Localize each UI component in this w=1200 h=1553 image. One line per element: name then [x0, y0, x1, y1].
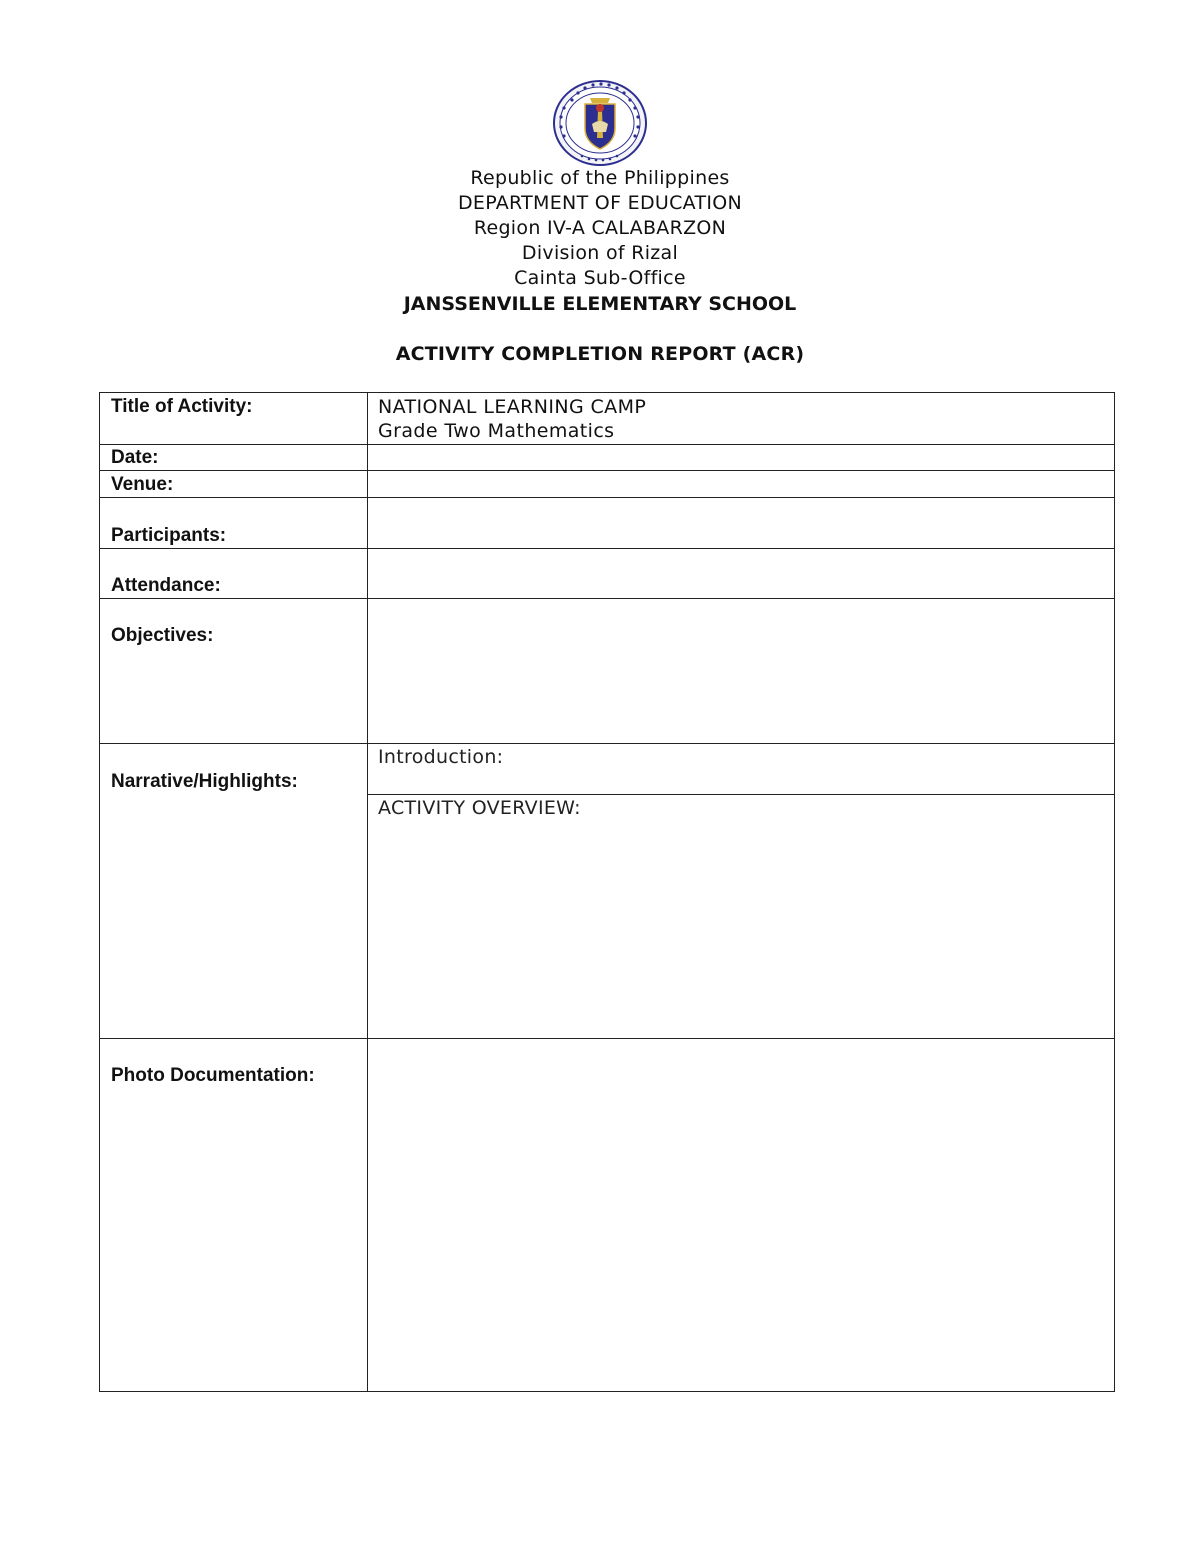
venue-field[interactable] — [368, 471, 1115, 498]
division-line: Division of Rizal — [521, 242, 679, 264]
activity-overview-field[interactable] — [368, 795, 1115, 1039]
photo-documentation-field[interactable] — [368, 1039, 1115, 1392]
title-of-activity-label: Title of Activity: — [100, 393, 368, 445]
objectives-label: Objectives: — [100, 599, 368, 744]
objectives-field[interactable] — [368, 599, 1115, 744]
participants-label: Participants: — [100, 498, 368, 549]
introduction-field[interactable] — [368, 744, 1115, 795]
title-of-activity-value[interactable] — [368, 393, 1115, 445]
attendance-label: Attendance: — [100, 549, 368, 599]
date-field[interactable] — [368, 445, 1115, 471]
attendance-field[interactable] — [368, 549, 1115, 599]
narrative-highlights-label: Narrative/Highlights: — [100, 744, 368, 1039]
title-value-line2: Grade Two Mathematics — [378, 420, 615, 442]
venue-label: Venue: — [100, 471, 368, 498]
deped-seal-logo — [552, 80, 648, 166]
title-value-line1: NATIONAL LEARNING CAMP — [378, 396, 647, 418]
participants-field[interactable] — [368, 498, 1115, 549]
date-label: Date: — [100, 445, 368, 471]
region-line: Region IV-A CALABARZON — [473, 217, 727, 239]
school-name: JANSSENVILLE ELEMENTARY SCHOOL — [403, 293, 797, 315]
sub-office-line: Cainta Sub-Office — [514, 267, 686, 289]
report-title: ACTIVITY COMPLETION REPORT (ACR) — [395, 343, 805, 365]
introduction-label: Introduction: — [378, 746, 504, 768]
photo-documentation-label: Photo Documentation: — [100, 1039, 368, 1392]
letterhead — [0, 166, 1200, 317]
department-line: DEPARTMENT OF EDUCATION — [457, 192, 743, 214]
republic-line: Republic of the Philippines — [470, 167, 730, 189]
activity-overview-label: ACTIVITY OVERVIEW: — [378, 797, 581, 819]
activity-completion-form — [99, 392, 1115, 1392]
